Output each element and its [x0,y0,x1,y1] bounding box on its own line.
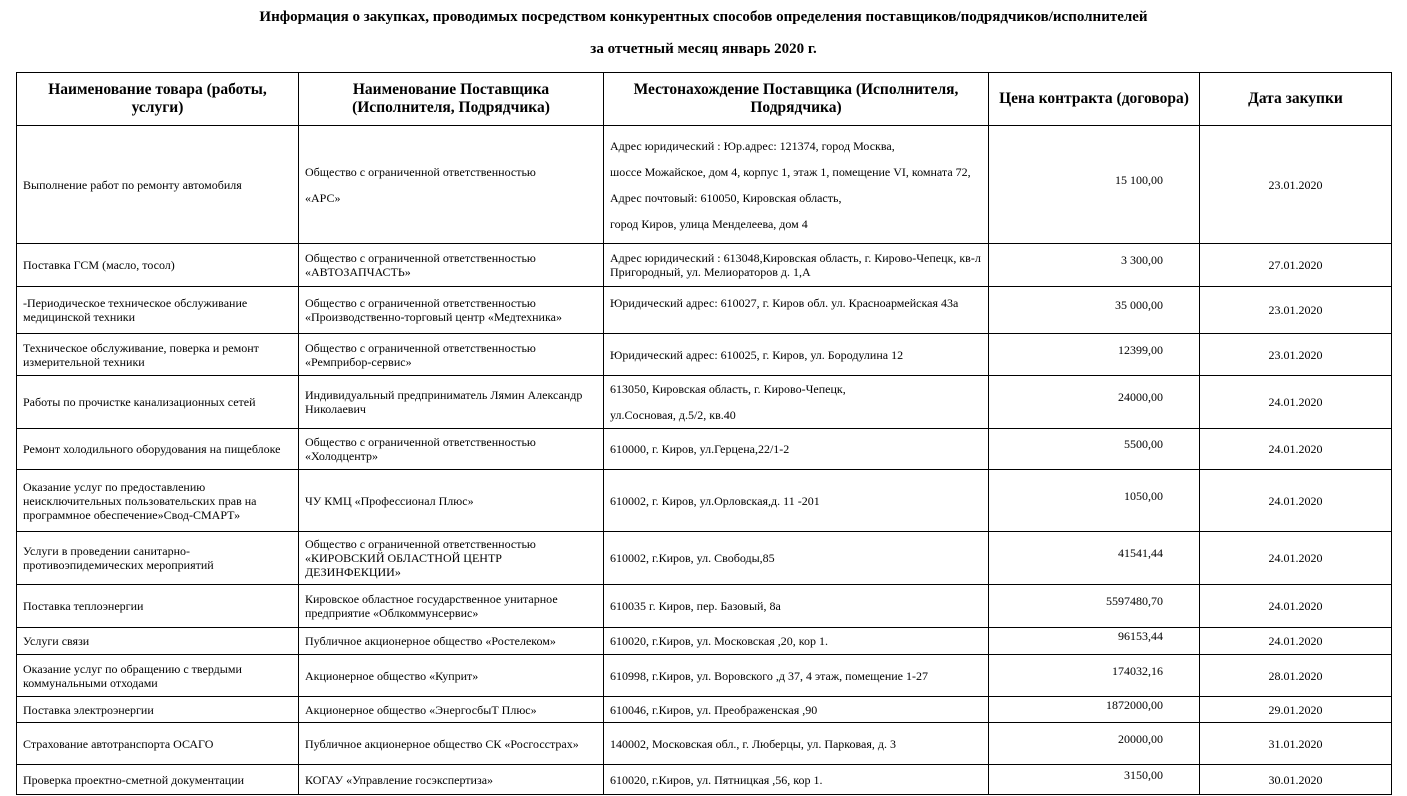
cell-item: Ремонт холодильного оборудования на пищеблоке [17,429,299,470]
cell-supplier: ЧУ КМЦ «Профессионал Плюс» [299,470,604,532]
address-line: 613050, Кировская область, г. Кирово-Чепецк, [610,382,846,396]
supplier-line: Общество с ограниченной ответственностью [305,164,536,179]
cell-supplier: Общество с ограниченной ответственностью «КИРОВСКИЙ ОБЛАСТНОЙ ЦЕНТР ДЕЗИНФЕКЦИИ» [299,532,604,585]
cell-item: Оказание услуг по предоставлению неисключительных пользовательских прав на программное обеспечение»Свод-СМАРТ» [17,470,299,532]
cell-address: 610020, г.Киров, ул. Московская ,20, кор 1. [604,628,989,655]
cell-item: Поставка электроэнергии [17,697,299,723]
table-row [17,470,1392,532]
cell-item: Поставка теплоэнергии [17,585,299,628]
price-value: 3150,00 [1124,767,1163,782]
table-row [17,585,1392,628]
price-value: 35 000,00 [1115,298,1163,312]
cell-address: 610046, г.Киров, ул. Преображенская ,90 [604,697,989,723]
cell-supplier: Публичное акционерное общество «Ростелеком» [299,628,604,655]
cell-address: Юридический адрес: 610027, г. Киров обл. ул. Красноармейская 43а [604,287,989,334]
cell-address: Адрес юридический : 613048,Кировская область, г. Кирово-Чепецк, кв-л Пригородный, ул. Мелиораторов д. 1,А [604,244,989,287]
cell-date: 23.01.2020 [1200,126,1392,244]
cell-address [604,126,989,244]
cell-price [989,532,1200,585]
address-line: Адрес юридический : Юр.адрес: 121374, город Москва, [610,138,895,153]
cell-supplier: Акционерное общество «ЭнергосбыТ Плюс» [299,697,604,723]
table-row [17,697,1392,723]
price-value: 3 300,00 [1121,253,1163,267]
cell-date: 24.01.2020 [1200,376,1392,429]
cell-date: 23.01.2020 [1200,287,1392,334]
cell-item: Проверка проектно-сметной документации [17,765,299,795]
address-line: ул.Сосновая, д.5/2, кв.40 [610,408,736,422]
cell-supplier: КОГАУ «Управление госэкспертиза» [299,765,604,795]
price-value: 15 100,00 [1115,172,1163,187]
cell-item: Услуги в проведении санитарно-противоэпидемических мероприятий [17,532,299,585]
column-header-supplier: Наименование Поставщика (Исполнителя, Подрядчика) [299,73,604,126]
cell-price [989,470,1200,532]
cell-supplier: Публичное акционерное общество СК «Росгосстрах» [299,723,604,765]
cell-price [989,585,1200,628]
cell-address: 610035 г. Киров, пер. Базовый, 8а [604,585,989,628]
supplier-line: «АРС» [305,190,341,205]
cell-address: 140002, Московская обл., г. Люберцы, ул. Парковая, д. 3 [604,723,989,765]
cell-date: 23.01.2020 [1200,334,1392,376]
cell-address [604,376,989,429]
cell-item: Поставка ГСМ (масло, тосол) [17,244,299,287]
column-header-address: Местонахождение Поставщика (Исполнителя, Подрядчика) [604,73,989,126]
column-header-date: Дата закупки [1200,73,1392,126]
column-header-item: Наименование товара (работы, услуги) [17,73,299,126]
cell-date: 24.01.2020 [1200,585,1392,628]
cell-price [989,287,1200,334]
address-line: Адрес почтовый: 610050, Кировская область, [610,190,842,205]
cell-supplier [299,126,604,244]
cell-item: Выполнение работ по ремонту автомобиля [17,126,299,244]
table-row [17,126,1392,244]
cell-price [989,628,1200,655]
cell-date: 27.01.2020 [1200,244,1392,287]
cell-address: 610998, г.Киров, ул. Воровского ,д 37, 4 этаж, помещение 1-27 [604,655,989,697]
column-header-price: Цена контракта (договора) [989,73,1200,126]
cell-date: 29.01.2020 [1200,697,1392,723]
cell-supplier: Общество с ограниченной ответственностью «АВТОЗАПЧАСТЬ» [299,244,604,287]
table-row [17,244,1392,287]
cell-date: 30.01.2020 [1200,765,1392,795]
cell-item: Техническое обслуживание, поверка и ремонт измерительной техники [17,334,299,376]
cell-item: Оказание услуг по обращению с твердыми коммунальными отходами [17,655,299,697]
cell-supplier: Общество с ограниченной ответственностью «Производственно-торговый центр «Медтехника» [299,287,604,334]
table-row [17,655,1392,697]
price-value: 5597480,70 [1106,594,1163,608]
cell-supplier: Кировское областное государственное унитарное предприятие «Облкоммунсервис» [299,585,604,628]
page-title: Информация о закупках, проводимых посредством конкурентных способов определения поставщиков/подрядчиков/исполнителей [259,9,1148,25]
price-value: 20000,00 [1118,731,1163,746]
cell-price [989,655,1200,697]
table-header-row [17,73,1392,126]
cell-supplier: Индивидуальный предприниматель Лямин Александр Николаевич [299,376,604,429]
cell-price [989,429,1200,470]
price-value: 174032,16 [1112,663,1163,678]
price-value: 96153,44 [1118,629,1163,643]
price-value: 1872000,00 [1106,697,1163,712]
price-value: 41541,44 [1118,546,1163,560]
page-subtitle: за отчетный месяц январь 2020 г. [590,41,817,57]
cell-price [989,334,1200,376]
address-line: шоссе Можайское, дом 4, корпус 1, этаж 1, помещение VI, комната 72, [610,164,971,179]
table-row [17,287,1392,334]
cell-date: 24.01.2020 [1200,470,1392,532]
cell-date: 28.01.2020 [1200,655,1392,697]
cell-date: 24.01.2020 [1200,429,1392,470]
price-value: 1050,00 [1124,488,1163,503]
cell-supplier: Акционерное общество «Куприт» [299,655,604,697]
price-value: 12399,00 [1118,342,1163,357]
cell-supplier: Общество с ограниченной ответственностью «Холодцентр» [299,429,604,470]
cell-supplier: Общество с ограниченной ответственностью «Ремприбор-сервис» [299,334,604,376]
cell-address: 610000, г. Киров, ул.Герцена,22/1-2 [604,429,989,470]
cell-address: 610002, г. Киров, ул.Орловская,д. 11 -201 [604,470,989,532]
cell-item: -Периодическое техническое обслуживание медицинской техники [17,287,299,334]
table-row [17,765,1392,795]
table-row [17,429,1392,470]
cell-price [989,723,1200,765]
table-row [17,532,1392,585]
price-value: 24000,00 [1118,390,1163,404]
price-value: 5500,00 [1124,437,1163,451]
procurement-table [16,72,1392,795]
cell-address: 610020, г.Киров, ул. Пятницкая ,56, кор 1. [604,765,989,795]
cell-address: 610002, г.Киров, ул. Свободы,85 [604,532,989,585]
cell-price [989,697,1200,723]
cell-date: 24.01.2020 [1200,628,1392,655]
table-row [17,723,1392,765]
cell-price [989,244,1200,287]
cell-price [989,126,1200,244]
cell-price [989,765,1200,795]
cell-item: Услуги связи [17,628,299,655]
cell-address: Юридический адрес: 610025, г. Киров, ул. Бородулина 12 [604,334,989,376]
address-line: город Киров, улица Менделеева, дом 4 [610,216,808,231]
table-row [17,376,1392,429]
cell-price [989,376,1200,429]
cell-item: Страхование автотранспорта ОСАГО [17,723,299,765]
cell-item: Работы по прочистке канализационных сетей [17,376,299,429]
cell-date: 31.01.2020 [1200,723,1392,765]
table-row [17,628,1392,655]
cell-date: 24.01.2020 [1200,532,1392,585]
table-row [17,334,1392,376]
